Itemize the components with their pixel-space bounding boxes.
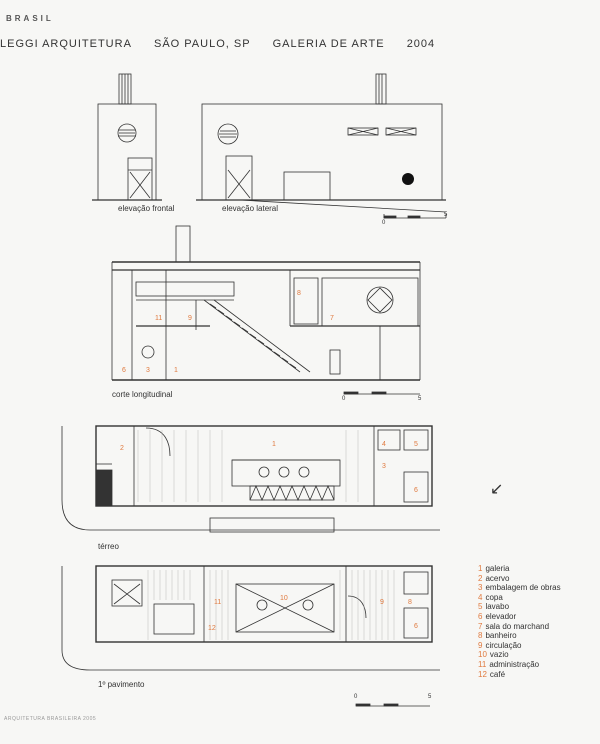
room-number: 8 — [297, 290, 301, 297]
scale-five: 5 — [444, 212, 448, 218]
caption-first-floor: 1º pavimento — [98, 680, 145, 689]
scale-zero: 0 — [354, 694, 358, 700]
scale-five: 5 — [428, 694, 432, 700]
project-name: GALERIA DE ARTE — [272, 38, 385, 50]
section-drawing — [112, 226, 420, 380]
front-elevation-drawing — [92, 74, 162, 200]
room-number: 1 — [174, 367, 178, 374]
room-number: 11 — [155, 315, 163, 322]
first-floor-plan — [62, 566, 440, 670]
scale-bar-3 — [356, 704, 430, 706]
caption-ground-floor: térreo — [98, 542, 119, 551]
room-number: 3 — [146, 367, 150, 374]
room-number: 6 — [414, 623, 418, 630]
legend-item: 1 galeria — [478, 564, 510, 573]
legend-item: 8 banheiro — [478, 631, 517, 641]
side-elevation-drawing — [196, 74, 446, 212]
legend-item: 2 acervo — [478, 573, 510, 583]
room-number: 10 — [280, 595, 288, 602]
legend-item: 7 sala do marchand — [478, 621, 550, 631]
scale-zero: 0 — [342, 396, 346, 402]
legend-item: 10 vazio — [478, 650, 509, 660]
legend-item: 3 embalagem de obras — [478, 583, 561, 593]
room-number: 4 — [382, 441, 386, 448]
scale-bar-2 — [344, 392, 420, 394]
room-number: 5 — [414, 441, 418, 448]
room-number: 9 — [188, 315, 192, 322]
room-number: 2 — [120, 445, 124, 452]
room-number: 3 — [382, 463, 386, 470]
room-number: 12 — [208, 625, 216, 632]
room-number: 6 — [414, 487, 418, 494]
country-label: BRASIL — [6, 14, 54, 23]
architect-name: LEGGI ARQUITETURA — [0, 38, 132, 50]
room-number: 7 — [330, 315, 334, 322]
scale-five: 5 — [418, 396, 422, 402]
scale-bar-1 — [384, 214, 446, 218]
legend-item: 12 café — [478, 669, 506, 679]
project-location: SÃO PAULO, SP — [153, 38, 251, 50]
room-number: 9 — [380, 599, 384, 606]
legend-item: 9 circulação — [478, 640, 522, 650]
room-number: 6 — [122, 367, 126, 374]
caption-section: corte longitudinal — [112, 390, 173, 399]
room-legend — [478, 564, 561, 679]
room-number: 8 — [408, 599, 412, 606]
legend-item: 6 elevador — [478, 611, 517, 621]
north-arrow-icon: ↙ — [490, 479, 504, 498]
room-number: 1 — [272, 441, 276, 448]
legend-item: 5 lavabo — [478, 602, 510, 612]
caption-front-elevation: elevação frontal — [118, 204, 175, 213]
page-footer: ARQUITETURA BRASILEIRA 2005 — [4, 716, 97, 722]
caption-side-elevation: elevação lateral — [222, 204, 279, 213]
project-year: 2004 — [406, 38, 436, 50]
legend-item: 4 copa — [478, 592, 503, 602]
legend-item: 11 administração — [478, 659, 540, 669]
scale-zero: 0 — [382, 220, 386, 226]
room-number: 11 — [214, 599, 222, 606]
